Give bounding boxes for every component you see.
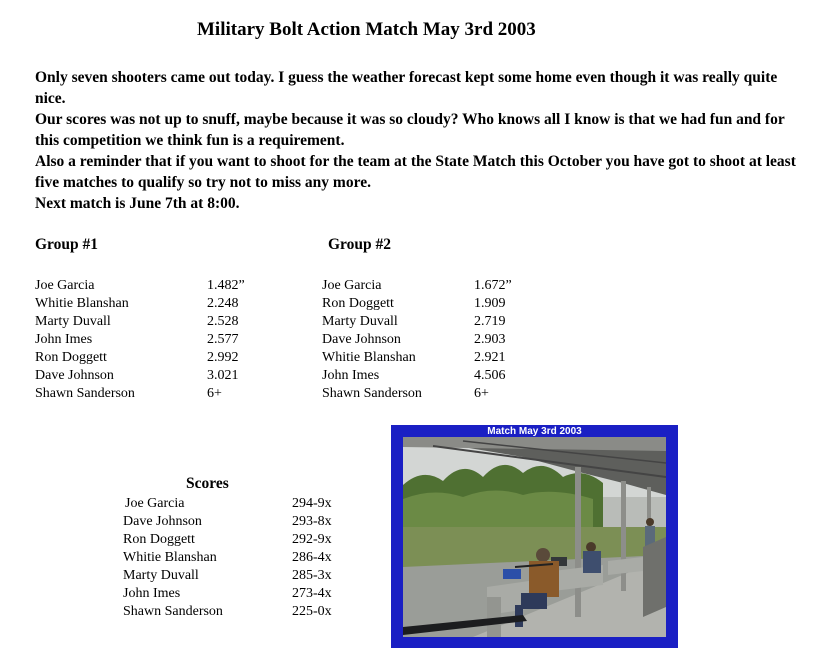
group-size: 2.921 xyxy=(474,350,506,365)
group-size: 4.506 xyxy=(474,368,506,383)
page-title: Military Bolt Action Match May 3rd 2003 xyxy=(197,19,536,40)
group-size: 1.909 xyxy=(474,296,506,311)
list-item xyxy=(123,567,332,585)
group1-list xyxy=(35,277,245,403)
intro-paragraph: Next match is June 7th at 8:00. xyxy=(35,195,240,212)
list-item xyxy=(123,603,332,621)
group-size: 2.248 xyxy=(207,296,239,311)
list-item xyxy=(322,367,512,385)
shooter-name: Shawn Sanderson xyxy=(322,386,422,401)
score-value: 286-4x xyxy=(292,550,332,565)
group-size: 2.903 xyxy=(474,332,506,347)
list-item xyxy=(123,549,332,567)
scores-heading: Scores xyxy=(186,475,229,492)
intro-paragraph: Also a reminder that if you want to shoot for the team at the State Match this October you have got to shoot at least five matches to qualify so try not to miss any more. xyxy=(35,153,796,191)
score-value: 225-0x xyxy=(292,604,332,619)
list-item xyxy=(123,513,332,531)
list-item xyxy=(322,295,512,313)
shooter-name: Ron Doggett xyxy=(123,532,195,547)
intro-paragraph: Only seven shooters came out today. I guess the weather forecast kept some home even though it was really quite nice. xyxy=(35,69,778,107)
score-value: 293-8x xyxy=(292,514,332,529)
group-size: 2.528 xyxy=(207,314,239,329)
shooter-name: Marty Duvall xyxy=(35,314,111,329)
shooter-name: Whitie Blanshan xyxy=(123,550,217,565)
group-size: 2.992 xyxy=(207,350,239,365)
shooter-name: Joe Garcia xyxy=(35,278,95,293)
list-item xyxy=(35,367,245,385)
list-item xyxy=(35,349,245,367)
shooter-name: Shawn Sanderson xyxy=(35,386,135,401)
shooter-name: Joe Garcia xyxy=(322,278,382,293)
group-size: 1.482” xyxy=(207,278,245,293)
shooter-name: Dave Johnson xyxy=(123,514,202,529)
match-photo xyxy=(403,437,666,637)
score-value: 292-9x xyxy=(292,532,332,547)
shooting-range-illustration xyxy=(403,437,666,637)
shooter-name: Marty Duvall xyxy=(123,568,199,583)
scores-list xyxy=(123,495,332,621)
list-item xyxy=(35,277,245,295)
shooter-name: Ron Doggett xyxy=(322,296,394,311)
group-size: 2.577 xyxy=(207,332,239,347)
shooter-name: Marty Duvall xyxy=(322,314,398,329)
shooter-name: John Imes xyxy=(123,586,181,601)
group-size: 6+ xyxy=(207,386,222,401)
shooter-name: Ron Doggett xyxy=(35,350,107,365)
photo-caption: Match May 3rd 2003 xyxy=(487,426,582,437)
intro-paragraph: Our scores was not up to snuff, maybe because it was so cloudy? Who knows all I know is that we had fun and for this competition we think fun is a requirement. xyxy=(35,111,785,149)
group2-list xyxy=(322,277,512,403)
score-value: 285-3x xyxy=(292,568,332,583)
shooter-name: Whitie Blanshan xyxy=(35,296,129,311)
shooter-name: John Imes xyxy=(35,332,93,347)
shooter-name: Joe Garcia xyxy=(125,496,185,511)
list-item xyxy=(35,385,245,403)
list-item xyxy=(322,385,512,403)
intro-text xyxy=(35,67,810,214)
list-item xyxy=(322,313,512,331)
list-item xyxy=(322,349,512,367)
shooter-name: Dave Johnson xyxy=(322,332,401,347)
list-item xyxy=(35,331,245,349)
list-item xyxy=(322,277,512,295)
group2-heading: Group #2 xyxy=(328,236,392,253)
list-item xyxy=(322,331,512,349)
score-value: 273-4x xyxy=(292,586,332,601)
group1-heading: Group #1 xyxy=(35,236,99,253)
shooter-name: Whitie Blanshan xyxy=(322,350,416,365)
list-item xyxy=(123,585,332,603)
list-item xyxy=(35,295,245,313)
list-item xyxy=(123,531,332,549)
group-size: 3.021 xyxy=(207,368,239,383)
list-item xyxy=(123,495,332,513)
shooter-name: Shawn Sanderson xyxy=(123,604,223,619)
score-value: 294-9x xyxy=(292,496,332,511)
group-size: 6+ xyxy=(474,386,489,401)
list-item xyxy=(35,313,245,331)
shooter-name: Dave Johnson xyxy=(35,368,114,383)
group-size: 2.719 xyxy=(474,314,506,329)
shooter-name: John Imes xyxy=(322,368,380,383)
group-size: 1.672” xyxy=(474,278,512,293)
match-photo-frame xyxy=(391,425,678,648)
